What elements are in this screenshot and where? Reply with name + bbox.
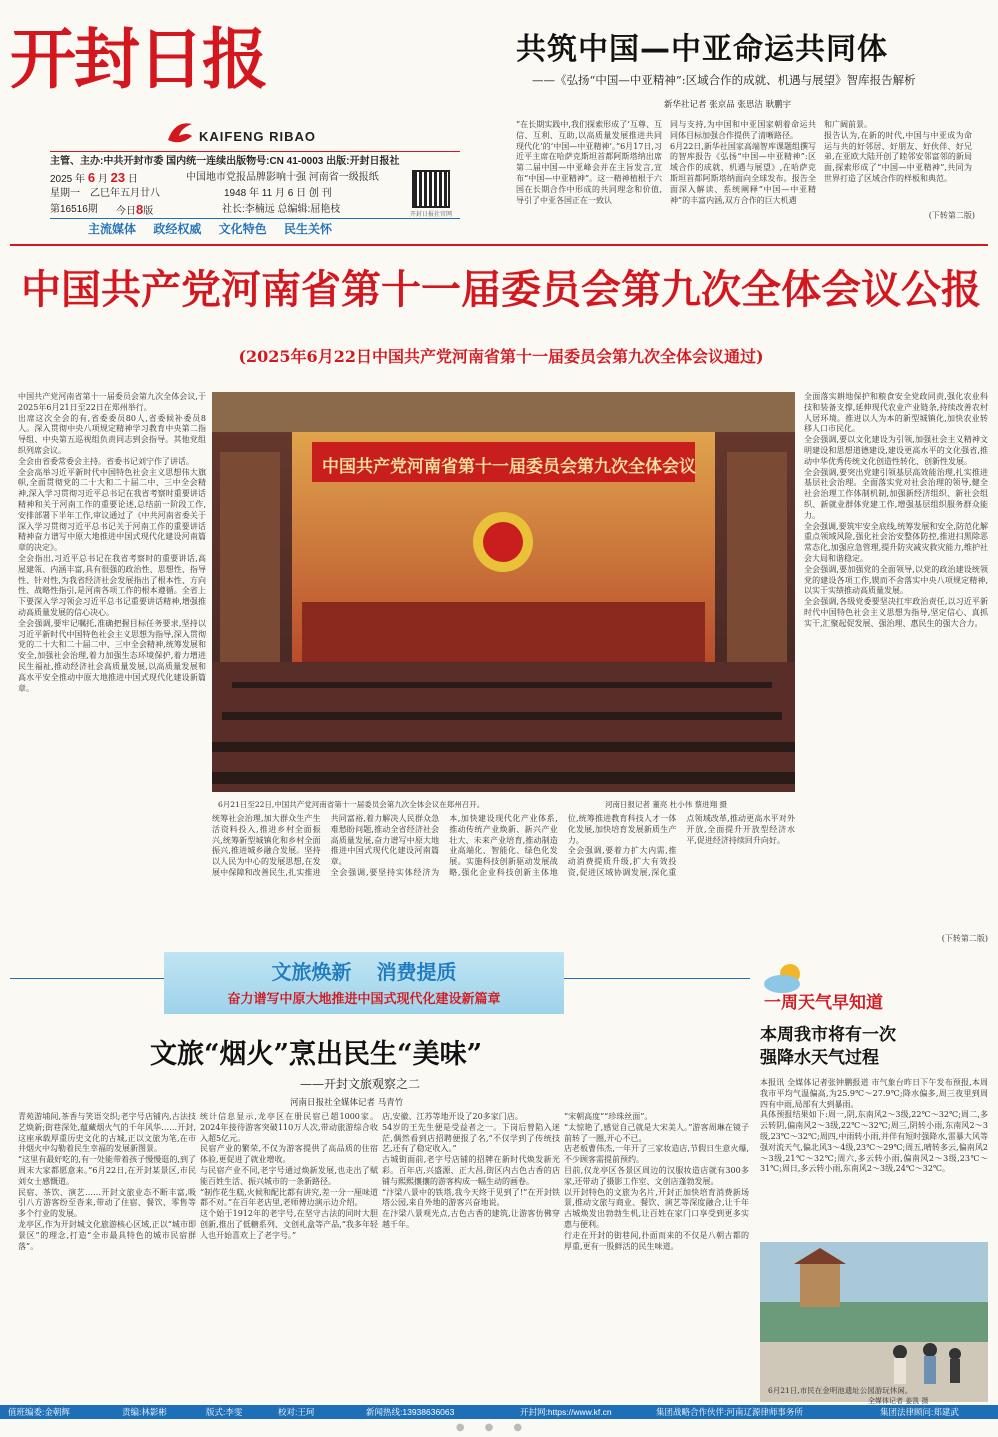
plenary-photo-credit: 河南日报记者 董亮 杜小伟 蔡进翔 摄 <box>605 800 728 809</box>
footer-website[interactable]: 开封网:https://www.kf.cn <box>520 1407 612 1417</box>
lead-story-subtitle: ——《弘扬“中国—中亚精神”:区域合作的成就、机遇与展望》智库报告解析 <box>532 73 916 87</box>
page-footer <box>0 1405 998 1419</box>
issue-number: 第16516期 <box>50 204 98 215</box>
qr-caption: 开封日报社官网 <box>410 212 453 218</box>
page-pagination-dots[interactable]: ●●● <box>455 1422 543 1433</box>
weather-photo-caption: 6月21日,市民在金明池遗址公园游玩休闲。 <box>768 1386 913 1395</box>
feature-col-2: 统计信息显示,龙亭区在册民宿已超1000家。2024年接待游客突破110万人次,带动旅游综合收入超5亿元。 民宿产业的繁荣,不仅为游客提供了高品质的住宿体验,更促进了就业增收。 与民宿产业不同,老字号通过焕新发展,也走出了赋能百姓生活、振兴城市的一条新路径。 “制作花生糕,火候和配比都有讲究,差一分一厘味道都不对。”在百年老店里,老师傅边演示边介绍。 这个始于1912年的老字号,在坚守古法的同时大胆创新,推出了低糖系列、文创礼盒等产品,“我多年轻人也开始喜欢上了老字号。” <box>200 1112 378 1240</box>
feature-banner-subtitle: 奋力谱写中原大地推进中国式现代化建设新篇章 <box>227 992 501 1007</box>
lead-story-col-3: 和广阔前景。 报告认为,在新的时代,中国与中亚成为命运与共的好邻居、好朋友、好伙伴、好兄弟,在亚欧大陆开创了睦邻安邻富邻的新局面,探索形成了“中国—中亚精神”,共同为世界打造了区域合作的样板和典范。 <box>824 120 972 183</box>
weather-title-line-2: 强降水天气过程 <box>760 1048 879 1068</box>
page-count: 今日8版 <box>116 202 154 217</box>
lead-story-title[interactable]: 共筑中国—中亚命运共同体 <box>516 32 888 67</box>
weather-park-photo <box>760 1242 988 1402</box>
headline-subtitle: (2025年6月22日中国共产党河南省第十一届委员会第九次全体会议通过) <box>238 347 764 366</box>
lead-story-byline: 新华社记者 张京品 张思洁 耿鹏宇 <box>664 100 792 110</box>
lead-story-col-2: 同与支持,为中国和中亚国家朝着命运共同体目标加强合作提供了清晰路径。 6月22日,新华社国家高端智库课题组撰写的智库报告《弘扬“中国—中亚精神”:区域合作的成就、机遇与展望》,在哈萨克斯坦首都阿斯塔纳面向全球发布。报告全面深入解读、系统阐释“中国—中亚精神”的丰富内涵,双方合作的巨大机遇 <box>670 120 816 205</box>
founded-date: 1948 年 11 月 6 日 创 刊 <box>224 188 332 199</box>
weather-title[interactable] <box>760 1024 896 1070</box>
communique-right-col: 全面落实耕地保护和粮食安全党政同责,强化农业科技和装备支撑,延伸现代农业产业链条,持续改善农村人居环境。推进以人为本的新型城镇化,加快农业转移人口市民化。 全会强调,要以文化建设为引领,加强社会主义精神文明建设和思想道德建设,建设更高水平的文化强省,推动中华优秀传统文化创造性转化、创新性发展。 全会强调,要突出党建引领基层高效能治理,扎实推进基层社会治理。全面落实党对社会治理的领导,健全社会治理工作体制机制,加强新经济组织、新社会组织、新就业群体党建工作,增强基层组织服务群众能力。 全会强调,要筑牢安全底线,统筹发展和安全,防范化解重点领域风险,强化社会治安整体防控,推进扫黑除恶常态化,加强应急管理,提升防灾减灾救灾能力,维护社会大局和谐稳定。 全会强调,要加强党的全面领导,以党的政治建设统领党的建设各项工作,锲而不舍落实中央八项规定精神,以实干实绩推动高质量发展。 全会强调,各级党委要坚决扛牢政治责任,以习近平新时代中国特色社会主义思想为指导,坚定信心、真抓实干,汇聚起促发展、强治理、惠民生的强大合力。 <box>804 392 988 628</box>
weekday: 星期一 <box>50 188 80 199</box>
weather-body: 本报讯 全媒体记者张钟鹏报道 市气象台昨日下午发布预报,本周我市平均气温偏高,为25.9℃～27.9℃;降水偏多,周三夜里到周四有中雨,局部有大到暴雨。 具体预报结果如下:周一,阴,东南风2～3级,22℃～32℃;周二,多云转阴,偏南风2～3级,22℃～32℃;周三,阴转小雨,东南风2～3级,23℃～32℃;周四,中雨转小雨,并伴有短时强降水,雷暴大风等强对流天气,偏北风3～4级,23℃～29℃;周五,晴转多云,偏南风2～3级,21℃～32℃;周六,多云转小雨,偏南风2～3级,23℃～31℃;周日,多云转小雨,东南风2～3级,24℃～32℃。 <box>760 1078 988 1174</box>
slogan-rule <box>50 218 460 219</box>
footer-designer: 版式:李雯 <box>206 1407 243 1417</box>
sponsor-line: 主管、主办:中共开封市委 国内统一连续出版物号:CN 41-0003 出版:开封日报社 <box>50 156 400 167</box>
issue-date: 2025 年 6 月 23 日 <box>50 170 138 185</box>
footer-partner: 集团战略合作伙伴:河南辽源律师事务所 <box>656 1407 803 1417</box>
feature-banner-title: 文旅焕新 消费提质 <box>271 960 457 984</box>
feature-subtitle: ——开封文旅观察之二 <box>300 1077 421 1091</box>
lead-story-col-1: “在长期实践中,我们探索形成了‘互尊、互信、互利、互助,以高质量发展推进共同现代化’的‘中国—中亚精神’。”6月17日,习近平主席在哈萨克斯坦首都阿斯塔纳出席第二届中国—中亚峰会并在主旨发言,宣布“中国—中亚精神”。这一精神植根于六国在长期合作中形成的共同理念和价值,导引了中亚各国正在一致认 <box>516 120 662 205</box>
newspaper-logo-icon <box>165 118 195 148</box>
footer-law: 集团法律顾问:郑建武 <box>880 1407 959 1417</box>
weather-logo: 一周天气早知道 <box>764 993 883 1013</box>
footer-editor: 责编:林影彬 <box>122 1407 167 1417</box>
weather-title-line-1: 本周我市将有一次 <box>760 1025 896 1045</box>
footer-proofreader: 校对:王珂 <box>278 1407 315 1417</box>
communique-continued[interactable]: (下转第二版) <box>941 934 988 943</box>
feature-col-3: 店,安徽、江苏等地开设了20多家门店。 54岁的王先生便是受益者之一。下岗后曾陷入迷茫,偶然看到店招聘便报了名,“不仅学到了传统技艺,还有了稳定收入。” 古城街面前,老字号店铺的招牌在新时代焕发新光彩。百年店,兴盛源、正大昌,街区内古色古香的店铺与熙熙攘攘的游客构成一幅生动的画卷。 “汴梁八景中的铁塔,我今天终于见到了!”在开封铁塔公园,来自外地的游客兴奋地说。 在汴梁八景观光点,古色古香的建筑,让游客仿佛穿越千年。 <box>382 1112 560 1229</box>
plenary-session-photo <box>212 392 795 792</box>
feature-col-4: “宋朝高度”“珍珠丝面”。 “太惊艳了,感觉自己就是大宋美人。”游客周琳在镜子前转了一圈,开心不已。 店老板曹伟杰,一年开了三家妆造店,节假日生意火爆,不少顾客需提前预约。 目前,仅龙亭区各景区周边的汉服妆造店就有300多家,还带动了摄影工作室、文创店蓬勃发展。 以开封特色的文旅为名片,开封正加快培育消费新场景,推动文旅与商业、餐饮、演艺等深度融合,让千年古城焕发出勃勃生机,让百姓在家门口享受到更多实惠与便利。 行走在开封的街巷间,扑面而来的不仅是八朝古都的厚重,更有一股鲜活的民生味道。 <box>564 1112 749 1251</box>
masthead-divider <box>50 151 460 152</box>
plenary-photo-caption: 6月21日至22日,中国共产党河南省第十一届委员会第九次全体会议在郑州召开。 <box>218 800 485 809</box>
footer-hotline: 新闻热线:13938636063 <box>366 1407 455 1417</box>
feature-col-1: 青苑游埔间,茶香与笑语交织;老字号店铺内,古法技艺焕新;街巷深处,蕴藏烟火气的千年风华……开封,这座承载厚重历史文化的古城,正以文旅为笔,在市井烟火中勾勒着民生幸福的发展新图景。 “这里有最好吃的,有一处能带着孩子慢慢逛的,到了周末大家都愿意来。”6月22日,在开封某景区,市民刘女士感慨道。 民宿、茶饮、演艺……开封文旅业态不断丰富,吸引八方游客纷至沓来,带动了住宿、餐饮、零售等多个行业的发展。 龙亭区,作为开封城文化旅游核心区域,正以“城市即景区”的理念,打造“全市最具特色的城市民宿群落”。 <box>18 1112 196 1251</box>
slogan-line: 主流媒体 政经权威 文化特色 民生关怀 <box>88 222 333 236</box>
qr-code[interactable] <box>412 170 450 208</box>
park-photo-graphic <box>760 1242 988 1402</box>
photo-banner-text: 中国共产党河南省第十一届委员会第九次全体会议 <box>322 457 696 477</box>
communique-bottom-text: 统筹社会治理,加大群众生产生活资料投入,推进乡村全面振兴,统筹新型城镇化和乡村全面振兴,推进城乡融合发展。坚持以人民为中心的发展思想,在发展中保障和改善民生,扎实推进共同富裕,着力解决人民群众急难愁盼问题,推动全省经济社会高质量发展,奋力谱写中原大地推进中国式现代化建设河南篇章。 全会强调,要坚持实体经济为本,加快建设现代化产业体系,推动传统产业焕新、新兴产业壮大、未来产业培育,推动制造业高端化、智能化、绿色化发展。实施科技创新驱动发展战略,强化企业科技创新主体地位,统筹推进教育科技人才一体化发展,加快培育发展新质生产力。 全会强调,要着力扩大内需,推动消费提质升级,扩大有效投资,促进区域协调发展,深化重点领域改革,推动更高水平对外开放,全面提升开放型经济水平,促进经济持续回升向好。 <box>212 814 795 877</box>
section-divider <box>10 244 988 246</box>
feature-byline: 河南日报社全媒体记者 马青竹 <box>290 1098 404 1108</box>
lead-story-continued[interactable]: (下转第二版) <box>928 211 975 220</box>
headline-title[interactable]: 中国共产党河南省第十一届委员会第九次全体会议公报 <box>21 267 981 313</box>
masthead-english: KAIFENG RIBAO <box>199 129 316 144</box>
editors: 社长:李楠远 总编辑:屈艳枝 <box>222 204 341 215</box>
feature-title[interactable]: 文旅“烟火”烹出民生“美味” <box>150 1039 483 1070</box>
communique-left-col: 中国共产党河南省第十一届委员会第九次全体会议,于2025年6月21日至22日在郑州举行。 出席这次全会的有,省委委员80人,省委候补委员8人。深入贯彻中央八项规定精神学习教育中央第二指导组、中央第五巡视组负责同志到会指导。其他党组织列席会议。 全会由省委常委会主持。省委书记刘宁作了讲话。 全会高举习近平新时代中国特色社会主义思想伟大旗帜,全面贯彻党的二十大和二十届二中、三中全会精神,深入学习贯彻习近平总书记在我省考察时重要讲话精神和关于河南工作的重要论述,总结前一阶段工作,安排部署下半年工作,审议通过了《中共河南省委关于深入学习贯彻习近平总书记关于河南工作的重要讲话精神奋力谱写中原大地推进中国式现代化建设河南篇章的决定》。 全会指出,习近平总书记在我省考察时的重要讲话,高屋建瓴、内涵丰富,具有很强的政治性、思想性、指导性、针对性,为我省经济社会发展指出了根本性、方向性、战略性指引,是河南各项工作的根本遵循。全省上下要深入学习领会习近平总书记重要讲话精神,增强推动高质量发展的信心决心。 全会强调,要牢记嘱托,准确把握目标任务要求,坚持以习近平新时代中国特色社会主义思想为指导,深入贯彻党的二十大和二十届二中、三中全会精神,统筹发展和安全,加强社会治理,着力加强生态环境保护,着力增进民生福祉,推动经济社会高质量发展,以高质量发展和高水平安全推动中原大地推进中国式现代化建设新篇章。 <box>18 392 206 693</box>
lunar-date: 乙巳年五月廿八 <box>90 188 160 199</box>
weather-photo-credit: 全媒体记者 姜凯 摄 <box>868 1397 929 1405</box>
footer-duty-editor: 值班编委:金朝辉 <box>8 1407 70 1417</box>
media-honor: 中国地市党报品牌影响十强 河南省一级报纸 <box>186 172 379 183</box>
masthead-title: 开封日报 <box>10 20 266 98</box>
